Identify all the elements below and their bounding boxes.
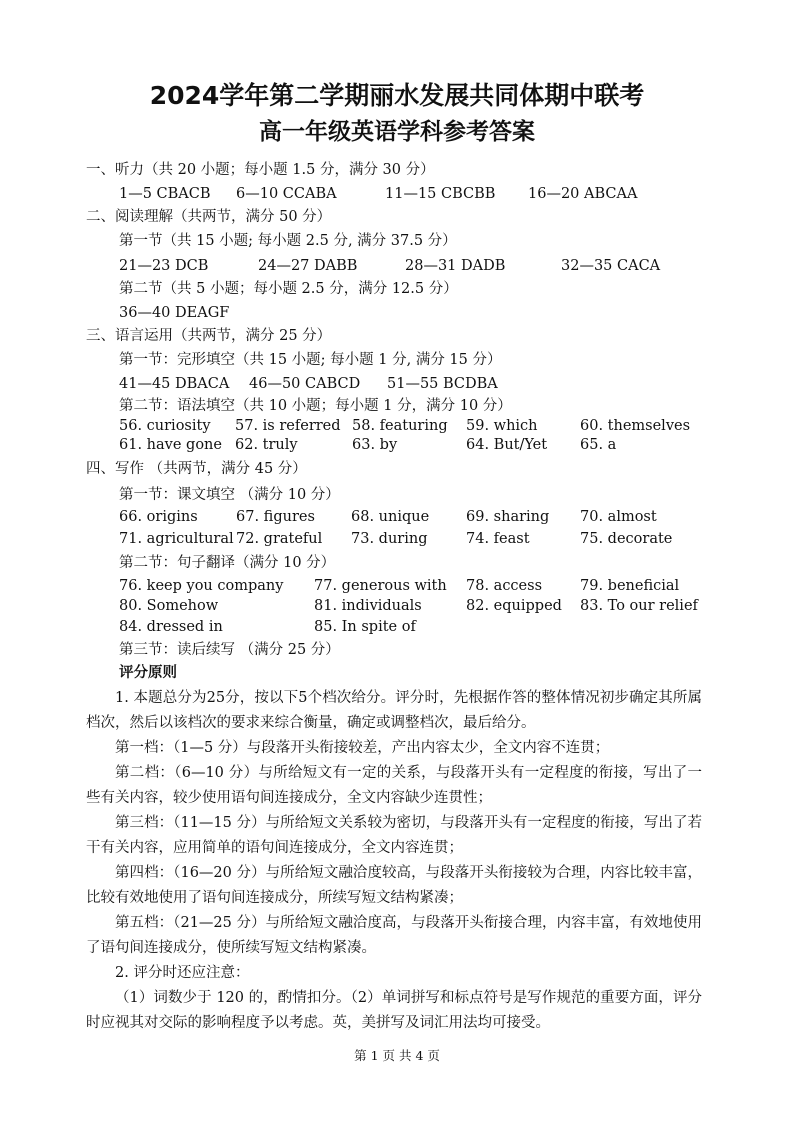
answer-item: 56. curiosity [119,418,211,434]
answer-item: 68. unique [351,509,430,525]
grading-level-4: 第四档：（16—20 分）与所给短文融洽度较高，与段落开头衔接较为合理，内容比较丰富，比较有效地使用了语句间连接成分，所续写短文结构紧凑； [86,865,702,906]
answer-item: 76. keep you company [119,578,284,594]
answer-item: 71. agricultural [119,531,234,547]
grading-note-title: 2. 评分时还应注意： [115,965,250,981]
answer-item: 74. feast [466,531,530,547]
answer-item: 77. generous with [314,578,447,594]
answer-item: 73. during [351,531,428,547]
answer-item: 81. individuals [314,598,422,614]
answer-item: 82. equipped [466,598,562,614]
answer-item: 67. figures [236,509,315,525]
answer-item: 57. is referred [235,418,341,434]
answer-group: 24—27 DABB [258,258,358,274]
answer-item: 65. a [580,437,617,453]
answer-group: 46—50 CABCD [249,376,361,392]
cloze-heading: 第一节：完形填空（共 15 小题; 每小题 1 分, 满分 15 分） [119,352,502,368]
reading-part2-heading: 第二节（共 5 小题；每小题 2.5 分，满分 12.5 分） [119,281,458,297]
reading-part1-heading: 第一节（共 15 小题; 每小题 2.5 分, 满分 37.5 分） [119,233,457,249]
answer-item: 62. truly [235,437,298,453]
grading-level-3: 第三档：（11—15 分）与所给短文关系较为密切，与段落开头有一定程度的衔接，写出了若干有关内容，应用简单的语句间连接成分，全文内容连贯； [86,815,702,856]
answer-item: 64. But/Yet [466,437,548,453]
answer-item: 80. Somehow [119,598,219,614]
answer-item: 58. featuring [352,418,448,434]
grammar-fill-heading: 第二节：语法填空（共 10 小题；每小题 1 分，满分 10 分） [119,398,512,414]
text-fill-heading: 第一节：课文填空 （满分 10 分） [119,487,340,503]
page-title: 2024学年第二学期丽水发展共同体期中联考 [149,81,645,110]
answer-item: 79. beneficial [580,578,680,594]
answer-group: 41—45 DBACA [119,376,230,392]
grading-title: 评分原则 [119,664,177,681]
answer-group: 6—10 CCABA [236,186,337,202]
answer-item: 83. To our relief [580,598,698,614]
continuation-writing-heading: 第三节：读后续写 （满分 25 分） [119,642,340,658]
grading-intro: 1. 本题总分为25分，按以下5个档次给分。评分时，先根据作答的整体情况初步确定其所属档次，然后以该档次的要求来综合衡量，确定或调整档次，最后给分。 [86,690,702,731]
answer-item: 59. which [466,418,538,434]
answer-item: 84. dressed in [119,619,223,635]
section-reading-heading: 二、阅读理解（共两节，满分 50 分） [86,209,332,225]
answer-group: 36—40 DEAGF [119,305,230,321]
answer-group: 32—35 CACA [561,258,661,274]
answer-item: 66. origins [119,509,198,525]
section-writing-heading: 四、写作 （共两节，满分 45 分） [86,461,307,477]
answer-group: 21—23 DCB [119,258,209,274]
answer-item: 78. access [466,578,543,594]
answer-item: 70. almost [580,509,657,525]
answer-item: 85. In spite of [314,619,416,635]
page-subtitle: 高一年级英语学科参考答案 [259,119,535,145]
answer-group: 16—20 ABCAA [528,186,638,202]
answer-item: 69. sharing [466,509,550,525]
answer-group: 1—5 CBACB [119,186,211,202]
answer-item: 72. grateful [236,531,323,547]
page-footer: 第 1 页 共 4 页 [354,1048,440,1063]
answer-item: 60. themselves [580,418,691,434]
section-listening-heading: 一、听力（共 20 小题；每小题 1.5 分，满分 30 分） [86,162,435,178]
answer-item: 61. have gone [119,437,222,453]
answer-group: 11—15 CBCBB [385,186,496,202]
answer-group: 51—55 BCDBA [387,376,498,392]
answer-item: 63. by [352,437,398,453]
grading-level-1: 第一档：（1—5 分）与段落开头衔接较差，产出内容太少，全文内容不连贯； [115,740,610,756]
translation-heading: 第二节：句子翻译（满分 10 分） [119,555,336,571]
grading-level-5: 第五档：（21—25 分）与所给短文融洽度高，与段落开头衔接合理，内容丰富，有效地使用了语句间连接成分，使所续写短文结构紧凑。 [86,915,702,956]
answer-group: 28—31 DADB [405,258,506,274]
grading-note: （1）词数少于 120 的，酌情扣分。（2）单词拼写和标点符号是写作规范的重要方面，评分时应视其对交际的影响程度予以考虑。英，美拼写及词汇用法均可接受。 [86,990,702,1031]
section-language-heading: 三、语言运用（共两节，满分 25 分） [86,328,332,344]
grading-level-2: 第二档：（6—10 分）与所给短文有一定的关系，与段落开头有一定程度的衔接，写出了一些有关内容，较少使用语句间连接成分，全文内容缺少连贯性； [86,765,702,806]
answer-item: 75. decorate [580,531,673,547]
